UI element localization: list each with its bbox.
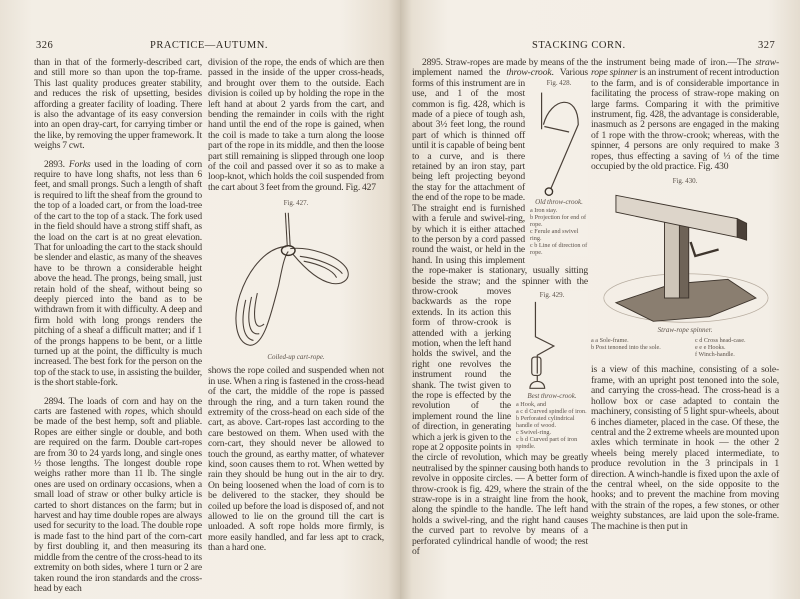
paragraph-number: 2895.	[422, 57, 443, 68]
paragraph-2894	[34, 397, 202, 595]
legend-item: c Ferule and swivel ring.	[530, 228, 579, 242]
legend-item: c b Line of direction of rope.	[530, 242, 588, 256]
legend-item: e e e Hooks.	[695, 344, 726, 352]
straw-rope-spinner-illustration	[591, 186, 779, 326]
best-throw-crook-illustration	[516, 300, 588, 392]
paragraph-text: . Various forms of this instrument are in use, and 1 of the most common is fig. 428, which is made of a piece of tough ash, about 3½ feet long, the round part of which is thinned off until it is capable of being bent to a curve, and is there retained by an iron stay, part being left projecting beyond the stay for the attachment of the end of the rope to be made. The straight end is furnished with a ferule and swivel-ring, by which it is either attached to the person by a cord passed round the waist, or held in the hand. In using this implement the rope-maker is stationary, usually sitting beside the straw; and the spinner with the throw-crook moves backwards as the rope extends. In its action this form of throw-crook is attended with a jerking motion, when the left hand holds the swivel, and the right one revolves the instrument round the shank. The twist given to the rope is effected by the revolution of the implement round the line of direction, in generating which a jerk is given to the rope at 2 opposite points in the circle of revolution, which may be greatly neutralised by the spinner causing both hands to revolve in opposite circles. — A better form of throw-crook is fig. 429, where the strain of the straw-rope is in a straight line from the hook, along the spindle to the handle. The left hand holds a swivel-ring, and the right hand causes the curved part to revolve by means of a perforated cylindrical handle of wood; the rest of	[412, 67, 588, 558]
figure-label: Fig. 428.	[546, 79, 572, 87]
left-column-1	[34, 58, 202, 594]
emphasis: throw-crook	[506, 67, 552, 79]
legend-item: a a Sole-frame.	[591, 337, 629, 345]
emphasis: straw-rope spinner	[591, 57, 779, 79]
figure-caption: Coiled-up cart-rope.	[267, 353, 325, 362]
figure-caption: Straw-rope spinner.	[657, 326, 713, 335]
page-number: 327	[758, 40, 776, 51]
legend-item: b Perforated cylindrical handle of wood.	[516, 415, 575, 429]
legend-item: c b d Curved part of iron spindle.	[516, 436, 578, 450]
legend-item: c Swivel-ring.	[516, 429, 552, 436]
running-head: PRACTICE—AUTUMN.	[150, 40, 268, 51]
right-page	[400, 0, 800, 599]
paragraph	[591, 58, 779, 172]
figure-label: Fig. 430.	[672, 177, 698, 186]
page-number: 326	[36, 40, 54, 51]
figure-428-legend	[530, 207, 588, 256]
figure-430-legend	[591, 337, 779, 358]
figure-caption: Best throw-crook.	[527, 392, 577, 400]
paragraph-2893	[34, 160, 202, 389]
figure-429-legend	[516, 401, 588, 450]
figure-label: Fig. 427.	[283, 199, 309, 208]
paragraph-text: used in the loading of corn require to have long shafts, not less than 6 feet, and small prongs. Such a length of shaft is required to lift the sheaf from the ground to the top of a loaded cart, or from the load-tree of the cart to the top of a stack. The fork used in the field should have a strong stiff shaft, as the load on the cart is at no great elevation. That for unloading the cart to the stack should be slender and elastic, as many of the sheaves have to be thrown a considerable height above the head. The prongs, being small, just retain hold of the sheaf, without being so deeply pierced into the band as to be withdrawn from it with difficulty. A deep and firm hold with long prongs renders the pitching of a sheaf a difficult matter; and if 1 of the prongs happens to be bent, or a little turned up at the point, the difficulty is much increased. The best fork for the person on the top of the stack to use, in assisting the builder, is the short stable-fork.	[34, 158, 202, 389]
emphasis: Forks	[68, 158, 91, 170]
paragraph-text: Straw-ropes are made by means of the implement named the	[412, 57, 588, 79]
running-head: STACKING CORN.	[532, 40, 626, 51]
figure-caption: Old throw-crook.	[535, 198, 583, 206]
paragraph-number: 2894.	[44, 395, 65, 407]
right-column-1	[412, 58, 588, 558]
legend-item: b Projection for end of rope.	[530, 214, 587, 228]
legend-item: c d Cross head-case.	[695, 337, 746, 345]
coiled-rope-illustration	[208, 208, 384, 353]
figure-430	[591, 177, 779, 358]
old-throw-crook-illustration	[530, 88, 588, 198]
figure-427	[208, 199, 384, 362]
legend-item: b Post tenoned into the sole.	[591, 344, 661, 352]
right-column-2	[591, 58, 779, 532]
paragraph-text: , which should be made of the best hemp, soft and pliable. Ropes are either single or double, and both are required on the farm. Double cart-ropes are from 30 to 24 yards long, and single ones ½ those lengths. The longest double rope weighs rather more than 11 lb. The single ones are used on ordinary occasions, when a small load of straw or other bulky article is carted to short distances on the farm; but in harvest and hay time double ropes are always used for security to the load. The double rope is made fast to the hind part of the corn-cart by first doubling it, and then measuring its middle from the centre of the cross-head to its extremity on both sides, where 1 turn or 2 are taken round the iron standards and the cross-head by each	[34, 406, 203, 594]
figure-label: Fig. 429.	[539, 291, 565, 299]
paragraph-text: the instrument being made of iron.—The	[591, 57, 756, 68]
paragraph: division of the rope, the ends of which are then passed in the inside of the upper cross-heads, and brought over them to the outside. Each division is coiled up by holding the rope in the left hand at about 2 yards from the cart, and bending the remainder in coils with the right hand until the end of the rope is gained, when the coil is made to take a turn along the loose part of the rope in its middle, and then the loose part still remaining is slipped through one loop of the coil and passed over it so as to make a loop-knot, which holds the coil suspended from the cart about 3 feet from the ground. Fig. 427	[208, 57, 384, 193]
left-column-2	[208, 58, 384, 554]
legend-item: a c d Curved spindle of iron.	[516, 408, 587, 415]
legend-item: a Iron stay.	[530, 207, 558, 214]
paragraph: than in that of the formerly-described cart, and still more so than upon the top-frame. This last quality produces greater stability, and reduces the risk of upsetting, besides affording a greater facility of loading. There is also the advantage of its easy conversion into an open dray-cart, for carrying timber or the like, by removing the upper framework. It weighs 7 cwt.	[34, 57, 202, 152]
paragraph-text: is an instrument of recent introduction to the farm, and is of considerable importance in facilitating the process of straw-rope making on large farms. Comparing it with the primitive instrument, fig. 428, the advantage is considerable, inasmuch as 2 persons are engaged in the making of 1 rope with the throw-crook; whereas, with the spinner, 4 persons are only required to make 3 ropes, thus effecting a saving of ⅓ of the time occupied by the old practice. Fig. 430	[591, 67, 780, 173]
legend-item: f Winch-handle.	[695, 351, 735, 359]
emphasis: ropes	[124, 406, 145, 417]
paragraph-number: 2893.	[44, 158, 65, 170]
figure-428	[530, 79, 588, 256]
figure-429	[516, 291, 588, 450]
paragraph: shows the rope coiled and suspended when not in use. When a ring is fastened in the cross-head of the cart, the middle of the rope is passed through the ring, and a turn taken round the extremity of the cross-head on each side of the cart, as above. Cart-ropes last according to the care bestowed on them. When used with the corn-cart, they should never be allowed to touch the ground, as earthy matter, of whatever kind, soon causes them to rot. When wetted by rain they should be hung out in the air to dry. On being loosened when the load of corn is to be delivered to the stacker, they should be coiled up before the load is disposed of, and not allowed to lie on the ground till the cart is unloaded. A soft rope holds more firmly, is more easily handled, and far less apt to crack, than a hard one.	[208, 365, 384, 554]
paragraph: is a view of this machine, consisting of a sole-frame, with an upright post tenoned into the sole, and carrying the cross-head. The cross-head is a hollow box or case adapted to contain the machinery, consisting of 5 light spur-wheels, about 6 inches diameter, placed in the case. Of these, the central and the 2 extreme wheels are mounted upon axles which terminate in hook — the other 2 wheels being merely placed intermediate, to produce revolution in the 3 principals in 1 direction. A winch-handle is fixed upon the axle of the central wheel, on the side opposite to the hooks; and to prevent the machine from moving with the strain of the ropes, a few stones, or other weighty substances, are laid upon the sole-frame. The machine is then put in	[591, 364, 779, 532]
paragraph-text: The loads of corn and hay on the carts are fastened with	[34, 395, 202, 417]
legend-item: a Hook, and	[516, 401, 547, 408]
